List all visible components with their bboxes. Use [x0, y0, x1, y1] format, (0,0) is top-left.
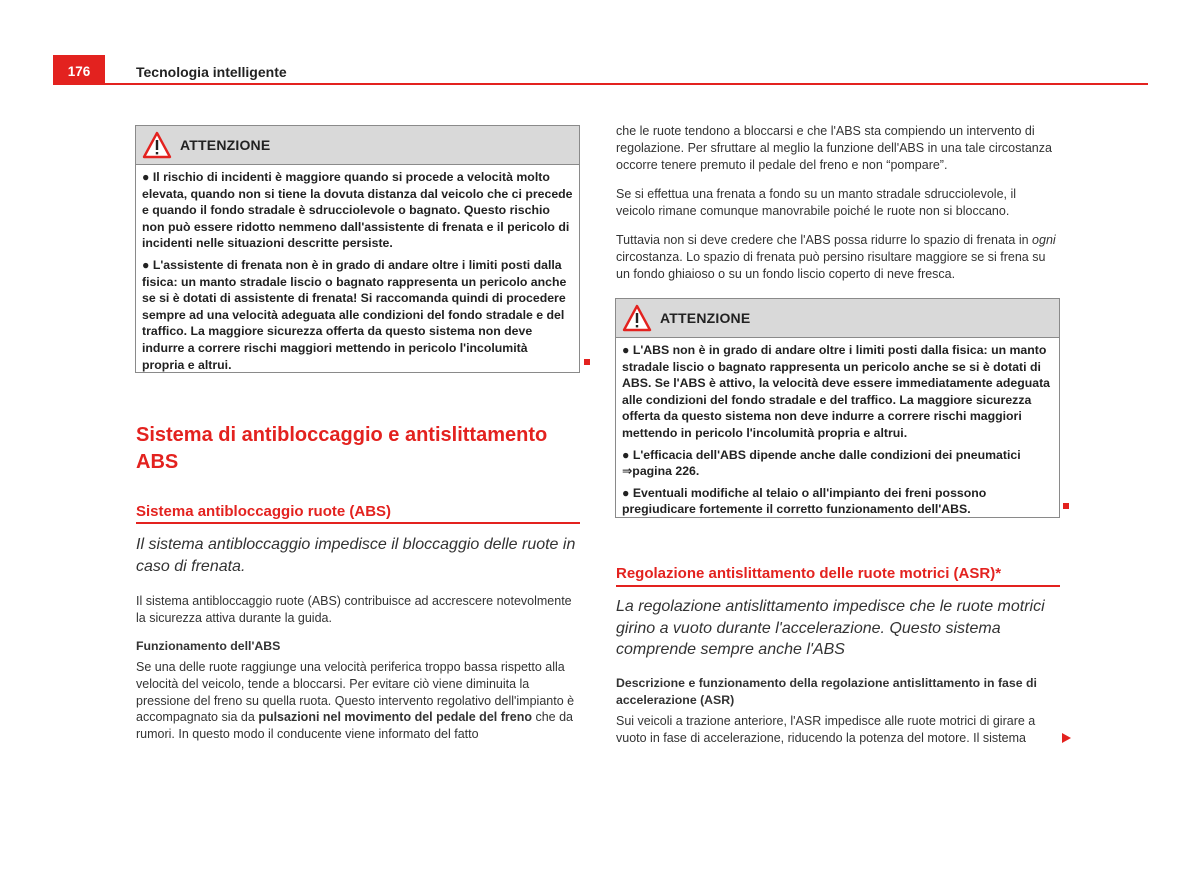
header-title: Tecnologia intelligente [136, 64, 287, 80]
paragraph-part: Tuttavia non si deve credere che l'ABS possa ridurre lo spazio di frenata in [616, 233, 1033, 247]
functioning-heading: Funzionamento dell'ABS [136, 639, 281, 653]
paragraph-part: circostanza. Lo spazio di frenata può persino risultare maggiore se si frena su un fondo ghiaioso o su un fondo liscio coperto di neve fresca. [616, 249, 1046, 281]
warning-header [616, 299, 1059, 338]
warning-box-right [615, 298, 1060, 518]
page-number: 176 [53, 55, 105, 85]
warning-triangle-icon [142, 131, 172, 159]
subsection-heading: Sistema antibloccaggio ruote (ABS) [136, 503, 392, 520]
paragraph [616, 232, 1058, 282]
paragraph: che le ruote tendono a bloccarsi e che l'ABS sta compiendo un intervento di regolazione. Per sfruttare al meglio la funzione dell'ABS in una tale circostanza occorre tenere premuto il pedale del freno e non “pompare”. [616, 124, 1052, 172]
warning-item: ● Eventuali modifiche al telaio o all'impianto dei freni possono pregiudicare fortemente il corretto funzionamento dell'ABS. [622, 485, 987, 517]
lead-text: La regolazione antislittamento impedisce che le ruote motrici girino a vuoto durante l'accelerazione. Questo sistema comprende sempre anche l'ABS [616, 598, 1045, 658]
functioning-text [136, 659, 578, 743]
header-rule [53, 83, 1148, 85]
section-end-marker [1063, 503, 1069, 509]
warning-triangle-icon [622, 304, 652, 332]
functioning-text-part: che da rumori. In questo modo il conducente viene informato del fatto [136, 710, 573, 742]
warning-item: ● Il rischio di incidenti è maggiore quando si procede a velocità molto elevata, quando non si tiene la dovuta distanza dal veicolo che ci precede e quando il fondo stradale è sdrucciolevole o bagnato. Questo rischio non può essere ridotto nemmeno dall'assistente di frenata e il pericolo di incidenti nelle situazioni descritte persiste. [142, 170, 573, 251]
subsection-rule [136, 522, 580, 524]
warning-item: ● L'assistente di frenata non è in grado di andare oltre i limiti posti dalla fisica: un manto stradale liscio o bagnato rappresenta un pericolo anche se si è dotati di assistente di frenata! Si raccomanda quindi di procedere sempre ad una velocità adeguata alle condizioni del fondo stradale e del traffico. La maggiore sicurezza offerta da questo sistema non deve indurre a correre rischi maggiori mettendo in pericolo l'incolumità propria e altrui. [142, 257, 567, 372]
subsection-rule [616, 585, 1060, 587]
paragraph-italic: ogni [1032, 233, 1056, 247]
functioning-text-part: Se una delle ruote raggiunge una velocità periferica troppo bassa rispetto alla velocità del veicolo, tende a bloccarsi. Per evitare ciò viene diminuita la pressione del freno su quella ruota. Questo intervento regolativo dell'impianto è accompagnato sia da [136, 660, 575, 725]
asr-text: Sui veicoli a trazione anteriore, l'ASR impedisce alle ruote motrici di girare a vuoto in fase di accelerazione, riducendo la potenza del motore. Il sistema [616, 714, 1036, 745]
warning-box-left [135, 125, 580, 373]
warning-title: ATTENZIONE [660, 310, 751, 326]
warning-title: ATTENZIONE [180, 137, 271, 153]
lead-text: Il sistema antibloccaggio impedisce il bloccaggio delle ruote in caso di frenata. [136, 536, 576, 575]
subsection-heading: Regolazione antislittamento delle ruote motrici (ASR)* [616, 565, 1002, 582]
warning-header [136, 126, 579, 165]
intro-text: Il sistema antibloccaggio ruote (ABS) contribuisce ad accrescere notevolmente la sicurezza attiva durante la guida. [136, 594, 572, 625]
functioning-text-bold: pulsazioni nel movimento del pedale del freno [258, 710, 532, 725]
warning-body [136, 165, 579, 382]
warning-item: ● L'efficacia dell'ABS dipende anche dalle condizioni dei pneumatici ⇒pagina 226. [622, 447, 1021, 479]
paragraph: Se si effettua una frenata a fondo su un manto stradale sdrucciolevole, il veicolo rimane comunque manovrabile poiché le ruote non si bloccano. [616, 187, 1017, 218]
section-end-marker [584, 359, 590, 365]
asr-heading: Descrizione e funzionamento della regolazione antislittamento in fase di accelerazione (ASR) [616, 676, 1037, 707]
warning-body [616, 338, 1059, 527]
warning-item: ● L'ABS non è in grado di andare oltre i limiti posti dalla fisica: un manto stradale liscio o bagnato rappresenta un pericolo anche se si è dotati di ABS. Se l'ABS è attivo, la velocità deve essere immediatamente adeguata alle condizioni del fondo stradale e del traffico. La maggiore sicurezza offerta da questo sistema non deve indurre a correre rischi maggiori mettendo in pericolo l'incolumità propria e altrui. [622, 343, 1051, 440]
continue-arrow-icon [1062, 733, 1071, 743]
section-heading: Sistema di antibloccaggio e antislittamento ABS [136, 424, 548, 473]
